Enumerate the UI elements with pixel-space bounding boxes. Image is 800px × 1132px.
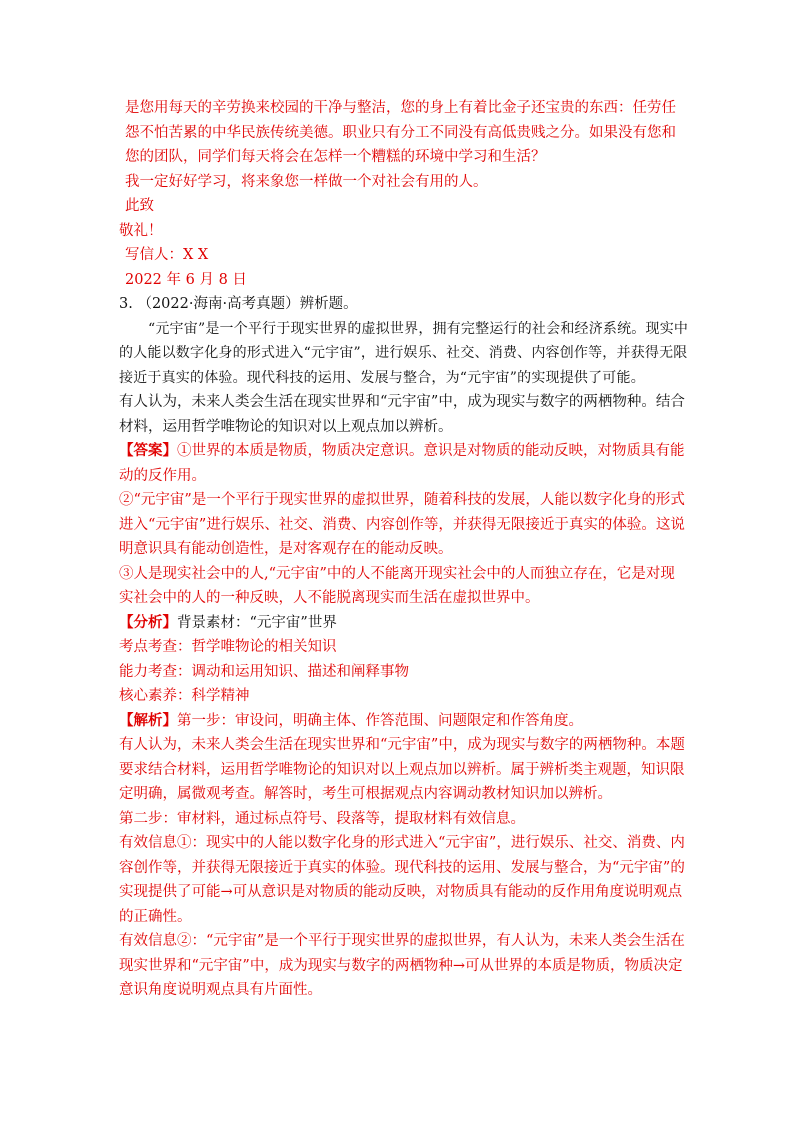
letter-closing-2: 敬礼！ bbox=[119, 222, 163, 239]
question-source: （2022·海南·高考真题）辨析题。 bbox=[137, 296, 358, 312]
answer-1 bbox=[119, 439, 689, 488]
analysis-ability: 能力考查：调动和运用知识、描述和阐释事物 bbox=[119, 663, 409, 680]
letter-signature: 写信人：X X bbox=[125, 247, 209, 263]
letter-date: 2022 年 6 月 8 日 bbox=[125, 271, 247, 288]
analysis-background-text: 背景素材：“元宇宙”世界 bbox=[177, 614, 337, 631]
explanation-info1: 有效信息①：现实中的人能以数字化身的形式进入“元宇宙”，进行娱乐、社交、消费、内容创作等，并获得无限接近于真实的体验。现代科技的运用、发展与整合，为“元宇宙”的实现提供了可能→可从意识是对物质的能动反映，对物质具有能动的反作用角度说明观点的正确性。 bbox=[119, 835, 685, 925]
answer-tag: 【答案】 bbox=[119, 442, 177, 459]
analysis-background bbox=[119, 611, 689, 636]
letter-closing-1: 此致 bbox=[125, 198, 154, 214]
analysis-tag: 【分析】 bbox=[119, 613, 177, 631]
answer-1-text: ①世界的本质是物质，物质决定意识。意识是对物质的能动反映，对物质具有能动的反作用。 bbox=[119, 443, 685, 484]
explanation-info2: 有效信息②：“元宇宙”是一个平行于现实世界的虚拟世界，有人认为，未来人类会生活在现实世界和“元宇宙”中，成为现实与数字的两栖物种→可从世界的本质是物质，物质决定意识角度说明观点具有片面性。 bbox=[119, 933, 685, 998]
question-number: 3. bbox=[119, 296, 133, 312]
explanation-tag: 【解析】 bbox=[119, 711, 177, 729]
explanation-step1 bbox=[119, 709, 689, 734]
question-prompt: 有人认为，未来人类会生活在现实世界和“元宇宙”中，成为现实与数字的两栖物种。结合材料，运用哲学唯物论的知识对以上观点加以辨析。 bbox=[119, 394, 685, 435]
analysis-point: 考点考查：哲学唯物论的相关知识 bbox=[119, 639, 337, 655]
answer-2: ②“元宇宙”是一个平行于现实世界的虚拟世界，随着科技的发展，人能以数字化身的形式进入“元宇宙”进行娱乐、社交、消费、内容创作等，并获得无限接近于真实的体验。这说明意识具有能动创造性，是对客观存在的能动反映。 bbox=[119, 492, 685, 557]
explanation-step1-text: 第一步：审设问，明确主体、作答范围、问题限定和作答角度。 bbox=[177, 712, 583, 729]
letter-paragraph-1: 是您用每天的辛劳换来校园的干净与整洁，您的身上有着比金子还宝贵的东西：任劳任怨不怕苦累的中华民族传统美德。职业只有分工不同没有高低贵贱之分。如果没有您和您的团队，同学们每天将会在怎样一个糟糕的环境中学习和生活？ bbox=[125, 100, 676, 165]
question-material: “元宇宙”是一个平行于现实世界的虚拟世界，拥有完整运行的社会和经济系统。现实中的人能以数字化身的形式进入“元宇宙”，进行娱乐、社交、消费、内容创作等，并获得无限接近于真实的体验。现代科技的运用、发展与整合，为“元宇宙”的实现提供了可能。 bbox=[119, 320, 689, 386]
question-header bbox=[119, 292, 689, 317]
document-page bbox=[119, 96, 689, 1003]
explanation-step2: 第二步：审材料，通过标点符号、段落等，提取材料有效信息。 bbox=[119, 810, 525, 827]
analysis-literacy: 核心素养：科学精神 bbox=[119, 688, 250, 704]
answer-3: ③人是现实社会中的人,“元宇宙”中的人不能离开现实社会中的人而独立存在，它是对现实社会中的人的一种反映，人不能脱离现实而生活在虚拟世界中。 bbox=[119, 565, 675, 606]
explanation-step1-body: 有人认为，未来人类会生活在现实世界和“元宇宙”中，成为现实与数字的两栖物种。本题要求结合材料，运用哲学唯物论的知识对以上观点加以辨析。属于辨析类主观题，知识限定明确，属微观考查。解答时，考生可根据观点内容调动教材知识加以辨析。 bbox=[119, 737, 685, 802]
letter-paragraph-2: 我一定好好学习，将来象您一样做一个对社会有用的人。 bbox=[125, 173, 488, 190]
